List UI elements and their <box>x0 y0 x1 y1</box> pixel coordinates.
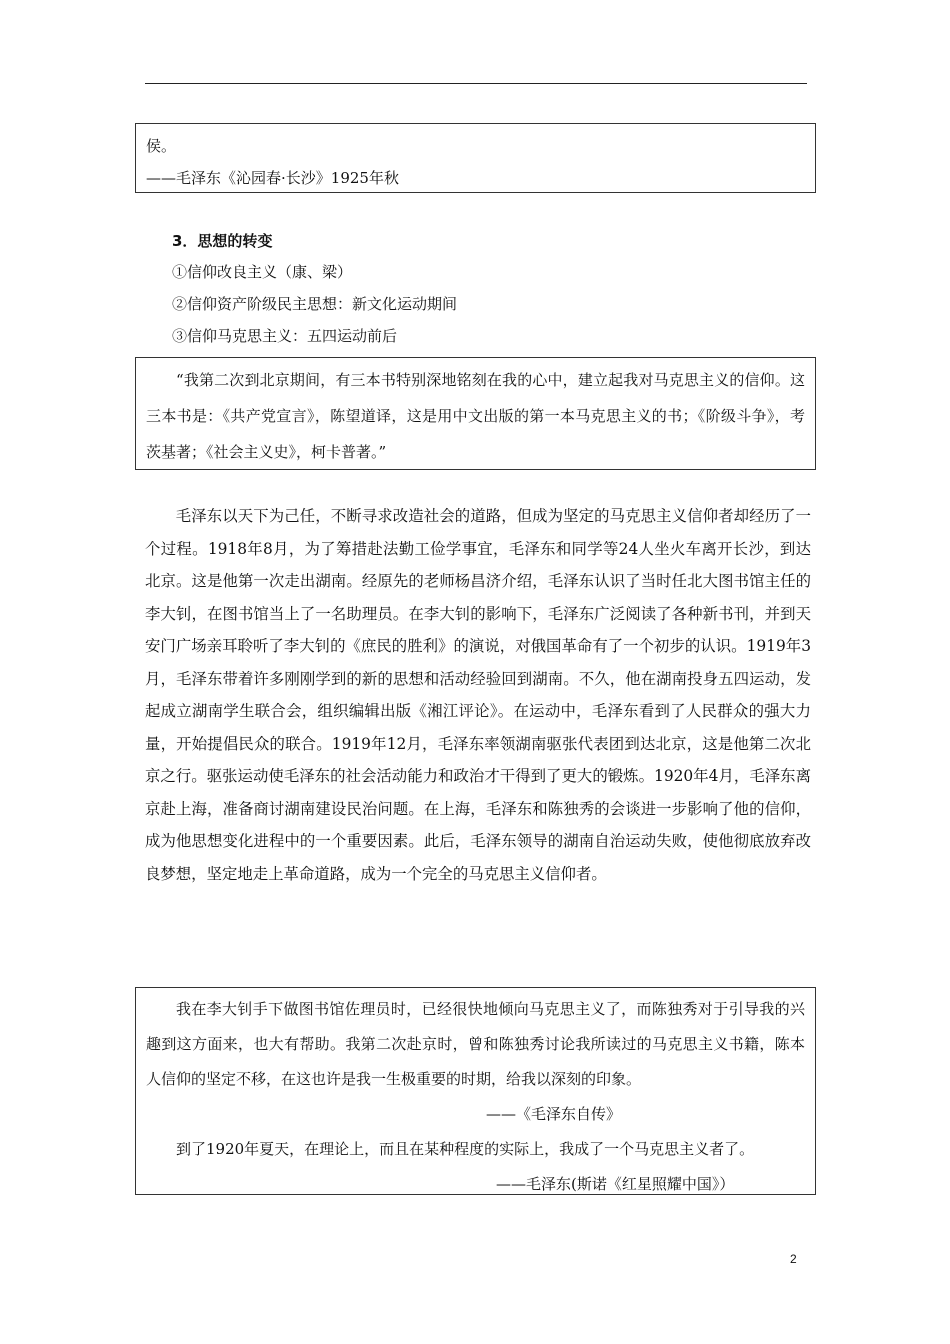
autobiography-quote-box <box>135 987 816 1195</box>
poem-attribution: ——毛泽东《沁园春·长沙》1925年秋 <box>146 169 399 187</box>
snow-quote: 到了1920年夏天，在理论上，而且在某种程度的实际上，我成了一个马克思主义者了。 <box>176 1140 755 1158</box>
page-number: 2 <box>790 1252 797 1266</box>
body-paragraph: 毛泽东以天下为己任，不断寻求改造社会的道路，但成为坚定的马克思主义信仰者却经历了一个过程。1918年8月，为了筹措赴法勤工俭学事宜，毛泽东和同学等24人坐火车离开长沙，到达北京。这是他第一次走出湖南。经原先的老师杨昌济介绍，毛泽东认识了当时任北大图书馆主任的李大钊，在图书馆当上了一名助理员。在李大钊的影响下，毛泽东广泛阅读了各种新书刊，并到天安门广场亲耳聆听了李大钊的《庶民的胜利》的演说，对俄国革命有了一个初步的认识。1919年3月，毛泽东带着许多刚刚学到的新的思想和活动经验回到湖南。不久，他在湖南投身五四运动，发起成立湖南学生联合会，组织编辑出版《湘江评论》。在运动中，毛泽东看到了人民群众的强大力量，开始提倡民众的联合。1919年12月，毛泽东率领湖南驱张代表团到达北京，这是他第二次北京之行。驱张运动使毛泽东的社会活动能力和政治才干得到了更大的锻炼。1920年4月，毛泽东离京赴上海，准备商讨湖南建设民治问题。在上海，毛泽东和陈独秀的会谈进一步影响了他的信仰，成为他思想变化进程中的一个重要因素。此后，毛泽东领导的湖南自治运动失败，使他彻底放弃改良梦想，坚定地走上革命道路，成为一个完全的马克思主义信仰者。 <box>145 507 811 883</box>
header-rule <box>145 83 807 84</box>
list-item: ②信仰资产阶级民主思想：新文化运动期间 <box>172 295 458 313</box>
poem-line: 侯。 <box>146 137 177 155</box>
three-books-quote-box <box>135 357 816 470</box>
list-item: ①信仰改良主义（康、梁） <box>172 263 353 281</box>
autobiography-source: ——《毛泽东自传》 <box>486 1105 622 1123</box>
list-item: ③信仰马克思主义：五四运动前后 <box>172 327 398 345</box>
snow-source: ——毛泽东(斯诺《红星照耀中国》） <box>496 1175 735 1193</box>
autobiography-quote: 我在李大钊手下做图书馆佐理员时，已经很快地倾向马克思主义了，而陈独秀对于引导我的兴趣到这方面来，也大有帮助。我第二次赴京时，曾和陈独秀讨论我所读过的马克思主义书籍，陈本人信仰的坚定不移，在这也许是我一生极重要的时期，给我以深刻的印象。 <box>146 1000 805 1088</box>
poem-quote-box <box>135 123 816 193</box>
three-books-quote: “我第二次到北京期间，有三本书特别深地铭刻在我的心中，建立起我对马克思主义的信仰。这三本书是：《共产党宣言》，陈望道译，这是用中文出版的第一本马克思主义的书；《阶级斗争》，考茨基著；《社会主义史》，柯卡普著。” <box>146 371 805 461</box>
section-heading: 3．思想的转变 <box>172 232 273 250</box>
thought-transition-section <box>172 226 812 352</box>
